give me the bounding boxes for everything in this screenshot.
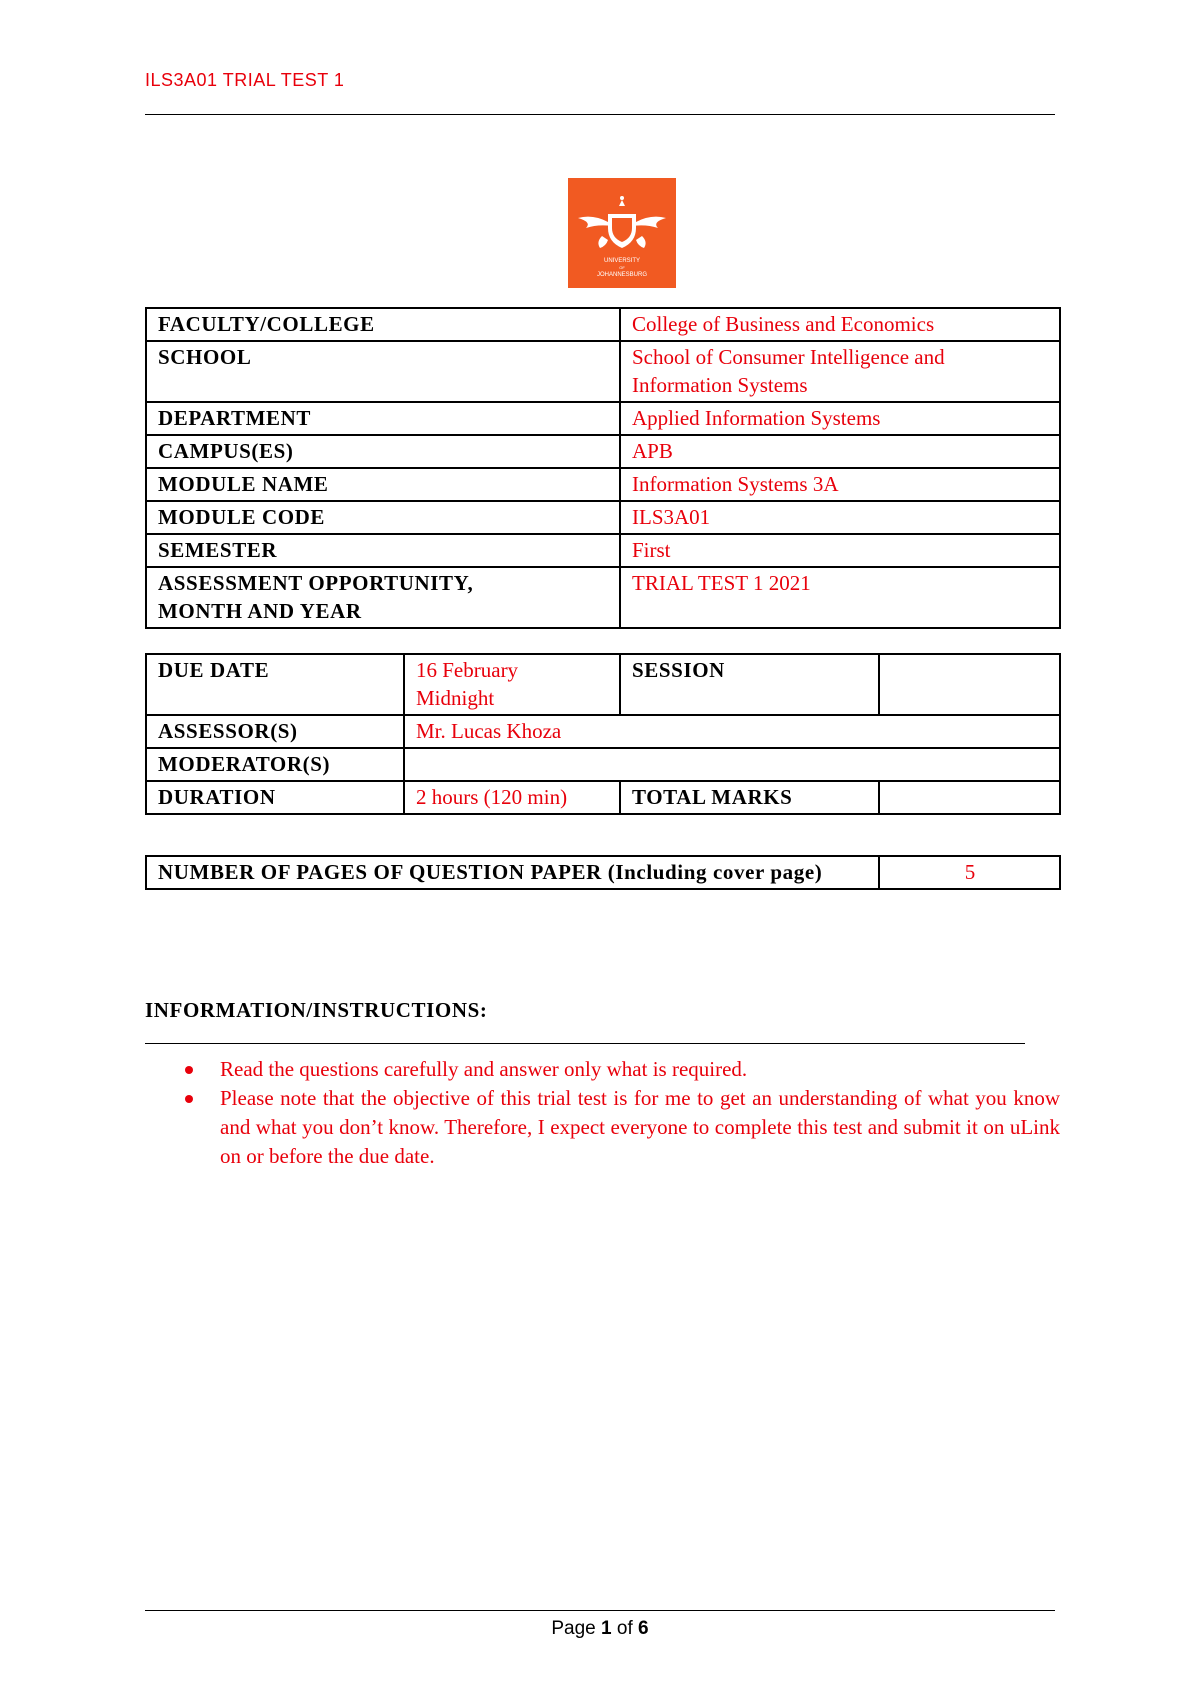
table-row [146, 341, 1060, 402]
session-value [879, 654, 1060, 715]
page-current: 1 [601, 1618, 612, 1639]
table-row [146, 308, 1060, 341]
module-name-value: Information Systems 3A [620, 468, 1060, 501]
table-row [146, 781, 1060, 814]
faculty-label: FACULTY/COLLEGE [146, 308, 620, 341]
assessor-value: Mr. Lucas Khoza [404, 715, 1060, 748]
moderator-label: MODERATOR(S) [146, 748, 404, 781]
table-row [146, 856, 1060, 889]
document-header-title: ILS3A01 TRIAL TEST 1 [145, 70, 345, 90]
faculty-value: College of Business and Economics [620, 308, 1060, 341]
duration-label: DURATION [146, 781, 404, 814]
campus-label: CAMPUS(ES) [146, 435, 620, 468]
module-code-label: MODULE CODE [146, 501, 620, 534]
table-row [146, 654, 1060, 715]
session-label: SESSION [620, 654, 879, 715]
moderator-value [404, 748, 1060, 781]
instructions-title: INFORMATION/INSTRUCTIONS: [145, 998, 488, 1022]
page-sep: of [616, 1618, 633, 1639]
table-row [146, 402, 1060, 435]
logo-text-university: UNIVERSITY [603, 258, 641, 264]
semester-value: First [620, 534, 1060, 567]
department-label: DEPARTMENT [146, 402, 620, 435]
module-code-value: ILS3A01 [620, 501, 1060, 534]
table-row [146, 567, 1060, 628]
table-row [146, 534, 1060, 567]
list-item: Read the questions carefully and answer only what is required. [220, 1055, 1060, 1084]
due-date-label: DUE DATE [146, 654, 404, 715]
assessment-opportunity-value: TRIAL TEST 1 2021 [620, 567, 1060, 628]
table-row [146, 435, 1060, 468]
footer-rule [145, 1610, 1055, 1611]
university-logo [568, 178, 676, 288]
table-row [146, 501, 1060, 534]
school-value: School of Consumer Intelligence and Information Systems [620, 341, 1060, 402]
school-label: SCHOOL [146, 341, 620, 402]
list-item: Please note that the objective of this trial test is for me to get an understanding of what you know and what you don’t know. Therefore, I expect everyone to complete this test and submit it on uLink on or before the due date. [220, 1084, 1060, 1171]
pages-table [145, 855, 1061, 890]
university-crest-icon [568, 178, 676, 288]
page-prefix: Page [551, 1618, 596, 1639]
logo-text-of: OF [619, 265, 625, 270]
pages-label: NUMBER OF PAGES OF QUESTION PAPER (Including cover page) [146, 856, 879, 889]
module-info-table [145, 307, 1061, 629]
instructions-list [145, 1055, 1060, 1171]
page-total: 6 [638, 1618, 649, 1639]
assessor-label: ASSESSOR(S) [146, 715, 404, 748]
duration-value: 2 hours (120 min) [404, 781, 620, 814]
schedule-table [145, 653, 1061, 815]
assessment-opportunity-label: ASSESSMENT OPPORTUNITY, MONTH AND YEAR [146, 567, 620, 628]
logo-text-johannesburg: JOHANNESBURG [596, 272, 648, 278]
total-marks-label: TOTAL MARKS [620, 781, 879, 814]
page-footer [0, 1618, 1200, 1640]
module-name-label: MODULE NAME [146, 468, 620, 501]
pages-value: 5 [879, 856, 1060, 889]
campus-value: APB [620, 435, 1060, 468]
instructions-rule [145, 1043, 1025, 1044]
header-rule [145, 114, 1055, 115]
table-row [146, 468, 1060, 501]
department-value: Applied Information Systems [620, 402, 1060, 435]
total-marks-value [879, 781, 1060, 814]
table-row [146, 715, 1060, 748]
semester-label: SEMESTER [146, 534, 620, 567]
due-date-value: 16 February Midnight [404, 654, 620, 715]
table-row [146, 748, 1060, 781]
